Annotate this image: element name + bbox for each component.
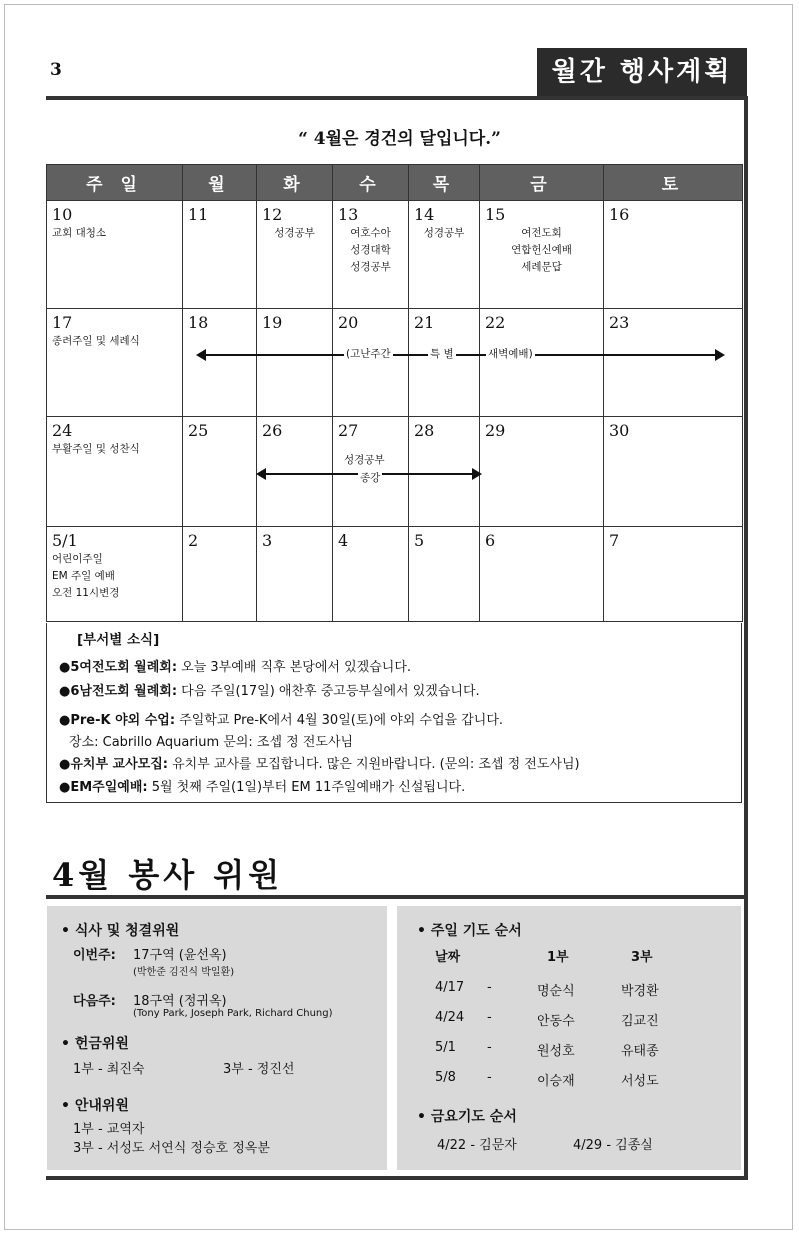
offering-committee-title: • 헌금위원 <box>61 1036 129 1052</box>
prayer-row-first: 이승재 <box>537 1074 575 1089</box>
volunteers-heading: 4월 봉사 위원 <box>52 856 284 894</box>
news-item <box>59 656 411 675</box>
prayer-row-first: 안동수 <box>537 1014 575 1029</box>
calendar-week-row <box>47 527 743 622</box>
news-item-label: ●6남전도회 월례회: <box>59 684 178 699</box>
day-number: 13 <box>338 205 359 224</box>
next-week-value: 18구역 (정귀옥) <box>133 994 227 1009</box>
day-number: 15 <box>485 205 506 224</box>
prayer-row-date: 4/24 <box>435 1010 465 1025</box>
closing-label: 종강 <box>360 472 381 484</box>
news-item-label: ●유치부 교사모집: <box>59 757 168 772</box>
calendar-day-cell <box>604 309 743 417</box>
next-week-names: (Tony Park, Joseph Park, Richard Chung) <box>133 1008 333 1019</box>
news-item-label: ●Pre-K 야외 수업: <box>59 713 176 728</box>
news-item-label: ●5여전도회 월례회: <box>59 660 178 675</box>
day-number: 18 <box>188 313 209 332</box>
day-number: 11 <box>188 205 209 224</box>
weekday-header: 금 <box>480 165 604 201</box>
news-item-text: 오늘 3부예배 직후 본당에서 있겠습니다. <box>177 660 412 675</box>
prayer-row-dash: - <box>487 1070 492 1085</box>
day-number: 6 <box>485 531 496 550</box>
prayer-header-date: 날짜 <box>435 950 461 965</box>
prayer-header-first: 1부 <box>547 950 569 965</box>
weekday-header: 수 <box>333 165 409 201</box>
right-rule <box>744 96 748 896</box>
day-event: 종려주일 및 세례식 <box>52 335 140 347</box>
next-week-label: 다음주: <box>73 994 116 1009</box>
weekday-header-row <box>47 165 743 201</box>
calendar-day-cell <box>47 417 183 527</box>
news-item-text: 다음 주일(17일) 애찬후 중고등부실에서 있겠습니다. <box>177 684 480 699</box>
calendar-day-cell <box>183 527 257 622</box>
day-event: 세례문답 <box>521 261 562 273</box>
weekday-header: 주 일 <box>47 165 183 201</box>
meal-committee-title: • 식사 및 청결위원 <box>61 923 180 939</box>
volunteer-panel-right <box>397 906 741 1170</box>
calendar-day-cell <box>333 527 409 622</box>
prayer-header-third: 3부 <box>631 950 653 965</box>
weekday-header: 토 <box>604 165 743 201</box>
prayer-row-third: 유태종 <box>621 1044 659 1059</box>
news-item <box>69 731 353 750</box>
calendar-day-cell <box>604 201 743 309</box>
day-number: 10 <box>52 205 73 224</box>
calendar-day-cell <box>183 417 257 527</box>
day-event: 여호수아 <box>350 227 391 239</box>
day-number: 17 <box>52 313 73 332</box>
calendar-table <box>46 164 743 622</box>
offering-first-service: 1부 - 최진숙 <box>73 1062 145 1077</box>
friday-prayer-title: • 금요기도 순서 <box>417 1109 517 1125</box>
calendar-day-cell <box>257 201 333 309</box>
usher-first-service: 1부 - 교역자 <box>73 1122 145 1137</box>
calendar-day-cell <box>480 309 604 417</box>
calendar-day-cell <box>409 417 480 527</box>
day-event: 성경대학 <box>350 244 391 256</box>
prayer-row-first: 명순식 <box>537 984 575 999</box>
arrow-left-head-icon <box>256 468 266 480</box>
this-week-value: 17구역 (윤선옥) <box>133 948 227 963</box>
bible-study-label: 성경공부 <box>344 454 385 466</box>
calendar-day-cell <box>604 417 743 527</box>
day-number: 4 <box>338 531 349 550</box>
volunteer-panel-left <box>47 906 387 1170</box>
day-number: 7 <box>609 531 620 550</box>
prayer-row-date: 5/8 <box>435 1070 456 1085</box>
day-event: 오전 11시변경 <box>52 587 120 599</box>
day-number: 3 <box>262 531 273 550</box>
calendar-day-cell <box>604 527 743 622</box>
offering-third-service: 3부 - 정진선 <box>223 1062 295 1077</box>
day-number: 5/1 <box>52 531 78 550</box>
calendar-day-cell <box>47 309 183 417</box>
calendar-week-row <box>47 417 743 527</box>
friday-prayer-first: 4/22 - 김문자 <box>437 1138 517 1153</box>
day-number: 22 <box>485 313 506 332</box>
day-number: 2 <box>188 531 199 550</box>
day-number: 29 <box>485 421 506 440</box>
news-title: [부서별 소식] <box>77 632 160 648</box>
passion-week-label: (고난주간 <box>346 348 391 360</box>
day-event: 연합헌신예배 <box>511 244 572 256</box>
calendar-day-cell <box>333 309 409 417</box>
day-event: 부활주일 및 성찬식 <box>52 443 140 455</box>
prayer-row-dash: - <box>487 1010 492 1025</box>
day-number: 24 <box>52 421 73 440</box>
prayer-row-dash: - <box>487 980 492 995</box>
day-number: 20 <box>338 313 359 332</box>
calendar-day-cell <box>409 527 480 622</box>
usher-committee-title: • 안내위원 <box>61 1098 129 1114</box>
page-number: 3 <box>50 60 62 80</box>
arrow-right-head-icon <box>715 349 725 361</box>
day-number: 25 <box>188 421 209 440</box>
calendar-day-cell <box>257 527 333 622</box>
this-week-label: 이번주: <box>73 948 116 963</box>
news-item-text: 5월 첫째 주일(1일)부터 EM 11주일예배가 신설됩니다. <box>147 780 466 795</box>
calendar-day-cell <box>183 201 257 309</box>
day-event: 어린이주일 <box>52 553 103 565</box>
bottom-rule <box>46 1176 747 1180</box>
day-number: 23 <box>609 313 630 332</box>
volunteers-rule <box>46 895 747 899</box>
day-number: 30 <box>609 421 630 440</box>
news-item-text: 주일학교 Pre-K에서 4월 30일(토)에 야외 수업을 갑니다. <box>175 713 504 728</box>
weekday-header: 화 <box>257 165 333 201</box>
calendar-day-cell <box>480 417 604 527</box>
prayer-row-dash: - <box>487 1040 492 1055</box>
day-number: 26 <box>262 421 283 440</box>
day-number: 5 <box>414 531 425 550</box>
section-title-box: 월간 행사계획 <box>537 48 747 96</box>
calendar-day-cell <box>47 201 183 309</box>
day-event: 성경공부 <box>274 227 315 239</box>
day-number: 16 <box>609 205 630 224</box>
prayer-row-third: 김교진 <box>621 1014 659 1029</box>
day-number: 14 <box>414 205 435 224</box>
prayer-row-third: 서성도 <box>621 1074 659 1089</box>
prayer-row-first: 원성호 <box>537 1044 575 1059</box>
news-item <box>59 680 480 699</box>
day-number: 28 <box>414 421 435 440</box>
calendar-week-row <box>47 309 743 417</box>
passion-week-span-arrow <box>198 354 723 356</box>
day-event: 성경공부 <box>423 227 465 239</box>
weekday-header: 월 <box>183 165 257 201</box>
arrow-left-head-icon <box>196 349 206 361</box>
news-item-label: ●EM주일예배: <box>59 780 148 795</box>
calendar-day-cell <box>47 527 183 622</box>
weekday-header: 목 <box>409 165 480 201</box>
day-number: 27 <box>338 421 359 440</box>
day-number: 21 <box>414 313 435 332</box>
calendar-day-cell <box>333 201 409 309</box>
news-item-text: 장소: Cabrillo Aquarium 문의: 조셉 정 전도사님 <box>69 735 354 750</box>
this-week-names: (박한준 김진식 박일환) <box>133 967 235 978</box>
day-event: EM 주일 예배 <box>52 570 115 582</box>
calendar-day-cell <box>480 201 604 309</box>
department-news-box <box>46 623 742 803</box>
calendar-day-cell <box>480 527 604 622</box>
day-number: 12 <box>262 205 283 224</box>
day-event: 교회 대청소 <box>52 227 107 239</box>
sunday-prayer-title: • 주일 기도 순서 <box>417 923 522 939</box>
right-rule <box>744 895 748 1180</box>
calendar-day-cell <box>183 309 257 417</box>
news-item <box>59 709 503 728</box>
usher-third-service: 3부 - 서성도 서연식 정승호 정옥분 <box>73 1141 270 1156</box>
dawn-service-label: 새벽예배) <box>488 348 533 360</box>
news-item <box>59 776 465 795</box>
prayer-row-third: 박경환 <box>621 984 659 999</box>
calendar-day-cell <box>409 309 480 417</box>
day-event: 여전도회 <box>521 227 562 239</box>
special-label: 특 별 <box>430 348 454 360</box>
header-rule <box>46 96 747 100</box>
day-event: 성경공부 <box>350 261 391 273</box>
calendar-day-cell <box>257 309 333 417</box>
arrow-right-head-icon <box>472 468 482 480</box>
friday-prayer-second: 4/29 - 김종실 <box>573 1138 653 1153</box>
prayer-row-date: 5/1 <box>435 1040 456 1055</box>
calendar-day-cell <box>257 417 333 527</box>
prayer-row-date: 4/17 <box>435 980 465 995</box>
news-item <box>59 753 580 772</box>
day-number: 19 <box>262 313 283 332</box>
news-item-text: 유치부 교사를 모집합니다. 많은 지원바랍니다. (문의: 조셉 정 전도사님) <box>167 757 580 772</box>
calendar-day-cell <box>409 201 480 309</box>
monthly-theme-quote: “ 4월은 경건의 달입니다.” <box>298 129 501 149</box>
calendar-week-row <box>47 201 743 309</box>
